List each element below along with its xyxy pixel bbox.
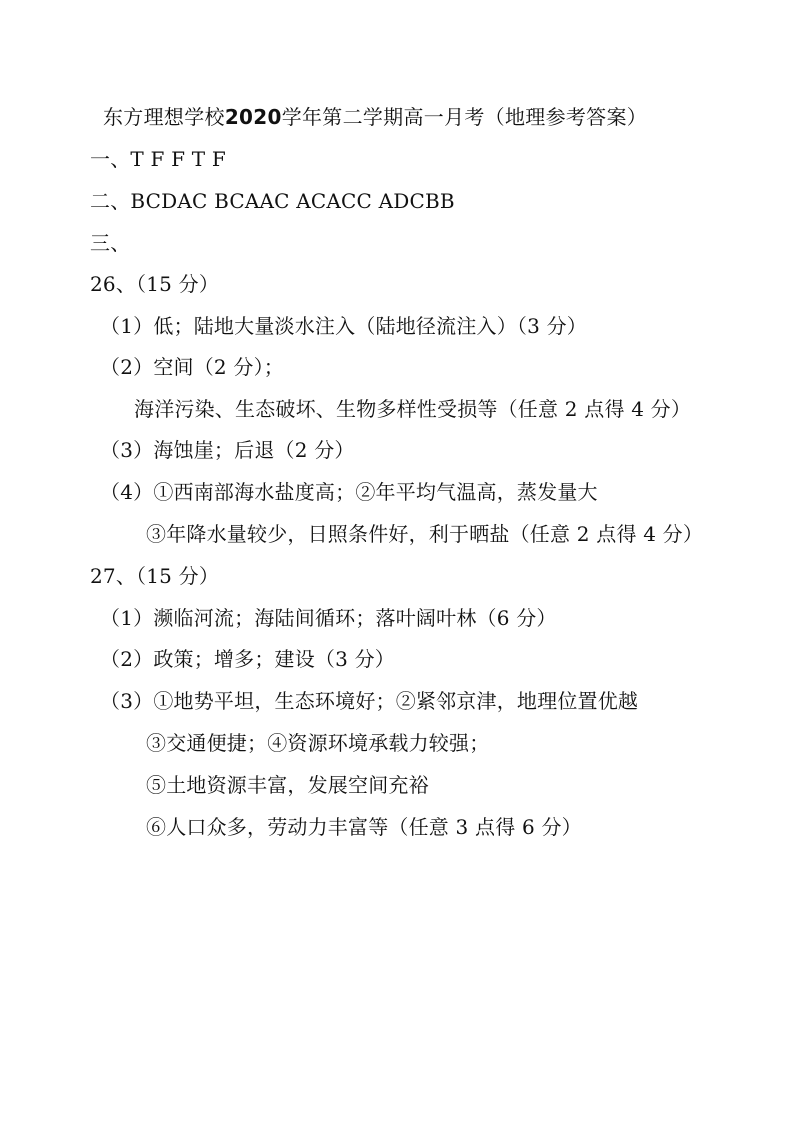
question-27-part-1: （1）濒临河流；海陆间循环；落叶阔叶林（6 分） [100,606,557,630]
question-27-part-2: （2）政策；增多；建设（3 分） [100,647,396,671]
title-suffix: 学年第二学期高一月考（地理参考答案） [281,105,648,129]
title-prefix: 东方理想学校 [103,105,225,129]
question-26-part-4-line-1: （4）①西南部海水盐度高；②年平均气温高，蒸发量大 [100,480,598,504]
question-27-heading: 27、（15 分） [90,564,220,588]
section-three-heading: 三、 [90,231,131,255]
section-two-answers: 二、BCDAC BCAAC ACACC ADCBB [90,189,455,213]
title-year: 2020 [224,105,282,129]
question-26-part-2-line-1: （2）空间（2 分）； [100,355,285,379]
question-26-heading: 26、（15 分） [90,272,220,296]
question-26-part-1: （1）低；陆地大量淡水注入（陆地径流注入）（3 分） [100,314,588,338]
question-27-part-3-line-3: ⑤土地资源丰富，发展空间充裕 [146,773,429,797]
question-26-part-2-line-2: 海洋污染、生态破坏、生物多样性受损等（任意 2 点得 4 分） [134,397,692,421]
document-title [103,103,647,131]
question-27-part-3-line-4: ⑥人口众多，劳动力丰富等（任意 3 点得 6 分） [146,815,582,839]
question-27-part-3-line-2: ③交通便捷；④资源环境承载力较强； [146,731,490,755]
section-one-answers: 一、T F F T F [90,147,226,171]
question-27-part-3-line-1: （3）①地势平坦，生态环境好；②紧邻京津，地理位置优越 [100,689,639,713]
question-26-part-3: （3）海蚀崖；后退（2 分） [100,438,355,462]
question-26-part-4-line-2: ③年降水量较少，日照条件好，利于晒盐（任意 2 点得 4 分） [146,522,704,546]
